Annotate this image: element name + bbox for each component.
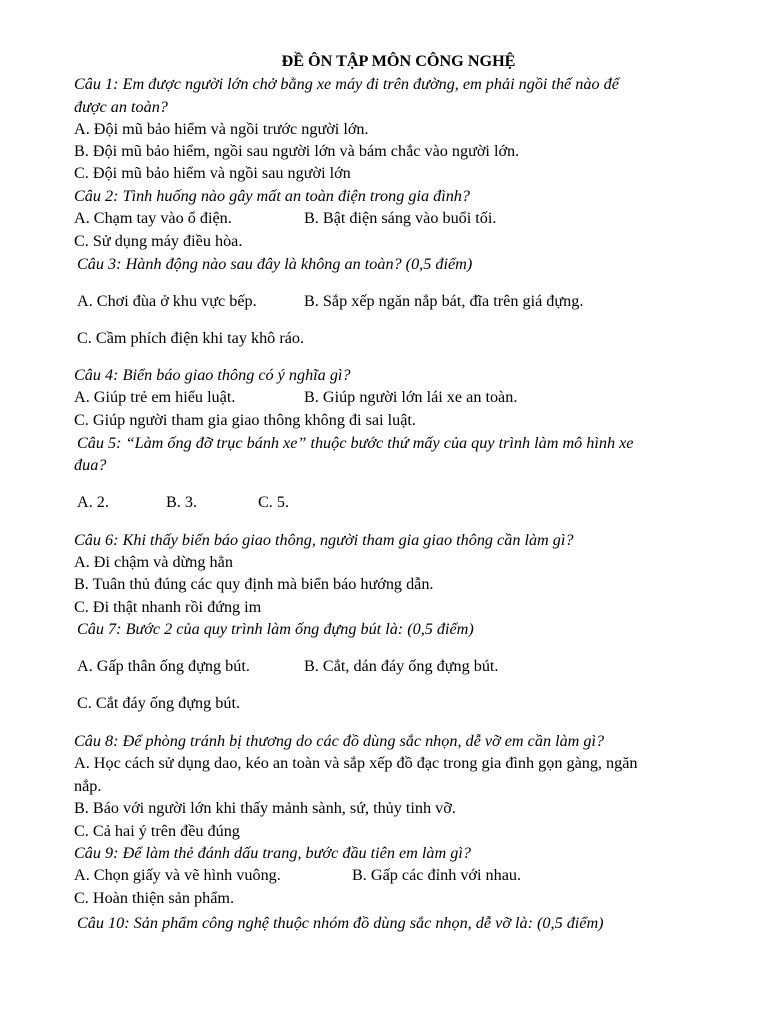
question-7-option-b: B. Cắt, dán đáy ống đựng bút. <box>304 657 499 675</box>
question-6-text: Câu 6: Khi thấy biển báo giao thông, người tham gia giao thông cần làm gì? <box>74 531 574 549</box>
question-4-option-c: C. Giúp người tham gia giao thông không đi sai luật. <box>74 411 416 429</box>
question-8-option-a: A. Học cách sử dụng dao, kéo an toàn và sắp xếp đồ đạc trong gia đình gọn gàng, ngăn <box>74 754 638 772</box>
question-10-text: Câu 10: Sản phẩm công nghệ thuộc nhóm đồ dùng sắc nhọn, dễ vỡ là: (0,5 điểm) <box>77 914 604 932</box>
question-4-option-a: A. Giúp trẻ em hiểu luật. <box>74 388 236 406</box>
question-8-option-a-cont: nắp. <box>74 777 102 795</box>
question-5-option-a: A. 2. <box>77 493 109 511</box>
question-2-option-c: C. Sử dụng máy điều hòa. <box>74 232 243 250</box>
question-1-text: Câu 1: Em được người lớn chở bằng xe máy đi trên đường, em phải ngồi thế nào để <box>74 75 619 93</box>
question-7-option-a: A. Gấp thân ống đựng bút. <box>77 657 250 675</box>
question-5-option-c: C. 5. <box>258 493 290 511</box>
question-9-text: Câu 9: Để làm thẻ đánh dấu trang, bước đầu tiên em làm gì? <box>74 844 471 862</box>
question-3-text: Câu 3: Hành động nào sau đây là không an toàn? (0,5 điểm) <box>77 255 473 273</box>
document-title: ĐỀ ÔN TẬP MÔN CÔNG NGHỆ <box>281 52 516 70</box>
question-6-option-b: B. Tuân thủ đúng các quy định mà biển báo hướng dẫn. <box>74 575 434 593</box>
question-9-option-a: A. Chọn giấy và vẽ hình vuông. <box>74 866 281 884</box>
question-8-option-c: C. Cả hai ý trên đều đúng <box>74 822 240 840</box>
question-4-option-b: B. Giúp người lớn lái xe an toàn. <box>304 388 518 406</box>
question-1-option-c: C. Đội mũ bảo hiểm và ngồi sau người lớn <box>74 164 351 182</box>
question-9-option-b: B. Gấp các đỉnh với nhau. <box>352 866 522 884</box>
question-5-option-b: B. 3. <box>166 493 198 511</box>
question-2-option-b: B. Bật điện sáng vào buổi tối. <box>304 209 497 227</box>
question-6-option-a: A. Đi chậm và dừng hẳn <box>74 553 233 571</box>
question-1-option-a: A. Đội mũ bảo hiểm và ngồi trước người lớn. <box>74 120 369 138</box>
question-3-option-b: B. Sắp xếp ngăn nắp bát, đĩa trên giá đựng. <box>304 292 584 310</box>
question-4-text: Câu 4: Biển báo giao thông có ý nghĩa gì? <box>74 366 351 384</box>
question-9-option-c: C. Hoàn thiện sản phẩm. <box>74 889 235 907</box>
question-5-text: Câu 5: “Làm ống đỡ trục bánh xe” thuộc bước thứ mấy của quy trình làm mô hình xe <box>77 434 634 452</box>
question-3-option-a: A. Chơi đùa ở khu vực bếp. <box>77 292 257 310</box>
question-1-text-cont: được an toàn? <box>74 98 168 116</box>
question-2-option-a: A. Chạm tay vào ổ điện. <box>74 209 232 227</box>
question-1-option-b: B. Đội mũ bảo hiểm, ngồi sau người lớn và bám chắc vào người lớn. <box>74 142 520 160</box>
question-5-text-cont: đua? <box>74 456 107 474</box>
question-8-text: Câu 8: Để phòng tránh bị thương do các đồ dùng sắc nhọn, dễ vỡ em cần làm gì? <box>74 732 605 750</box>
question-2-text: Câu 2: Tình huống nào gây mất an toàn điện trong gia đình? <box>74 187 470 205</box>
question-7-option-c: C. Cắt đáy ống đựng bút. <box>77 694 240 712</box>
question-7-text: Câu 7: Bước 2 của quy trình làm ống đựng bút là: (0,5 điểm) <box>77 620 474 638</box>
question-6-option-c: C. Đi thật nhanh rồi đứng im <box>74 598 262 616</box>
question-8-option-b: B. Báo với người lớn khi thấy mảnh sành, sứ, thủy tinh vỡ. <box>74 799 456 817</box>
question-3-option-c: C. Cầm phích điện khi tay khô ráo. <box>77 329 305 347</box>
